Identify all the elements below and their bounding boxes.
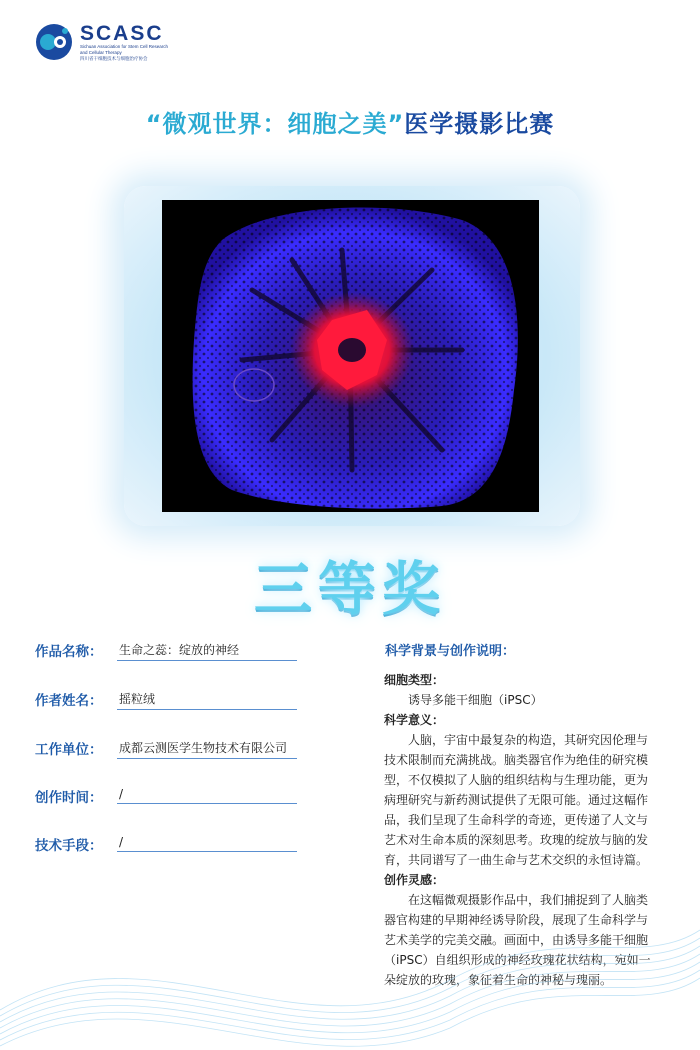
field-value: 摇粒绒 <box>117 689 297 710</box>
logo-name: SCASC <box>80 22 164 45</box>
field-label: 技术手段： <box>35 838 103 854</box>
field-label: 作品名称： <box>35 644 103 660</box>
title-close-quote: ” <box>387 110 405 138</box>
logo-subtitle-cn: 四川省干细胞技术与细胞治疗协会 <box>80 56 148 61</box>
logo-subtitle-en-2: and Cellular Therapy <box>80 50 122 55</box>
meaning-line: 人脑，宇宙中最复杂的构造，其研究因伦理与 <box>408 733 649 747</box>
inspiration-heading: 创作灵感： <box>384 873 445 887</box>
inspiration-line: 在这幅微观摄影作品中，我们捕捉到了人脑类 <box>408 893 649 907</box>
meaning-line: 技术限制而充满挑战。脑类器官作为绝佳的研究模 <box>384 753 649 767</box>
field-value: 生命之蕊：绽放的神经 <box>117 640 297 661</box>
field-label: 创作时间： <box>35 790 103 806</box>
field-title <box>35 640 297 660</box>
award-title: 三等奖 <box>253 555 446 623</box>
meaning-line: 育，共同谱写了一曲生命与艺术交织的永恒诗篇。 <box>384 853 649 867</box>
field-creation-time <box>35 786 297 806</box>
meaning-line: 艺术对生命本质的深刻思考。玫瑰的绽放与脑的发 <box>384 833 649 847</box>
inspiration-line: （iPSC）自组织形成的神经玫瑰花状结构，宛如一 <box>384 953 651 967</box>
title-open-quote: “ <box>145 110 163 138</box>
field-label: 作者姓名： <box>35 693 103 709</box>
science-heading: 科学背景与创作说明： <box>385 644 516 659</box>
field-author <box>35 689 297 709</box>
decorative-waves <box>0 860 700 1050</box>
field-organization <box>35 738 297 758</box>
scasc-logo-icon <box>34 22 74 62</box>
meaning-line: 病理研究与新药测试提供了无限可能。通过这幅作 <box>384 793 649 807</box>
cell-type-heading: 细胞类型： <box>384 673 445 687</box>
meaning-line: 型，不仅模拟了人脑的组织结构与生理功能，更为 <box>384 773 649 787</box>
field-technique <box>35 834 297 854</box>
micrograph-image <box>162 200 539 512</box>
inspiration-line: 艺术美学的完美交融。画面中，由诱导多能干细胞 <box>384 933 649 947</box>
field-value: 成都云测医学生物技术有限公司 <box>117 738 297 759</box>
logo-subtitle-en-1: Sichuan Association for Stem Cell Research <box>80 44 169 49</box>
field-label: 工作单位： <box>35 742 103 758</box>
cell-type-value: 诱导多能干细胞（iPSC） <box>408 693 543 707</box>
inspiration-line: 器官构建的早期神经诱导阶段，展现了生命科学与 <box>384 913 649 927</box>
title-theme: 微观世界：细胞之美 <box>162 110 388 138</box>
field-value: / <box>117 834 297 852</box>
association-logo <box>34 22 204 62</box>
inspiration-line: 朵绽放的玫瑰，象征着生命的神秘与瑰丽。 <box>384 973 613 987</box>
page-title <box>0 104 700 139</box>
meaning-heading: 科学意义： <box>384 713 445 727</box>
meaning-text <box>384 730 674 870</box>
field-value: / <box>117 786 297 804</box>
title-competition: 医学摄影比赛 <box>404 110 555 138</box>
meaning-line: 品，我们呈现了生命科学的奇迹，更传递了人文与 <box>384 813 649 827</box>
